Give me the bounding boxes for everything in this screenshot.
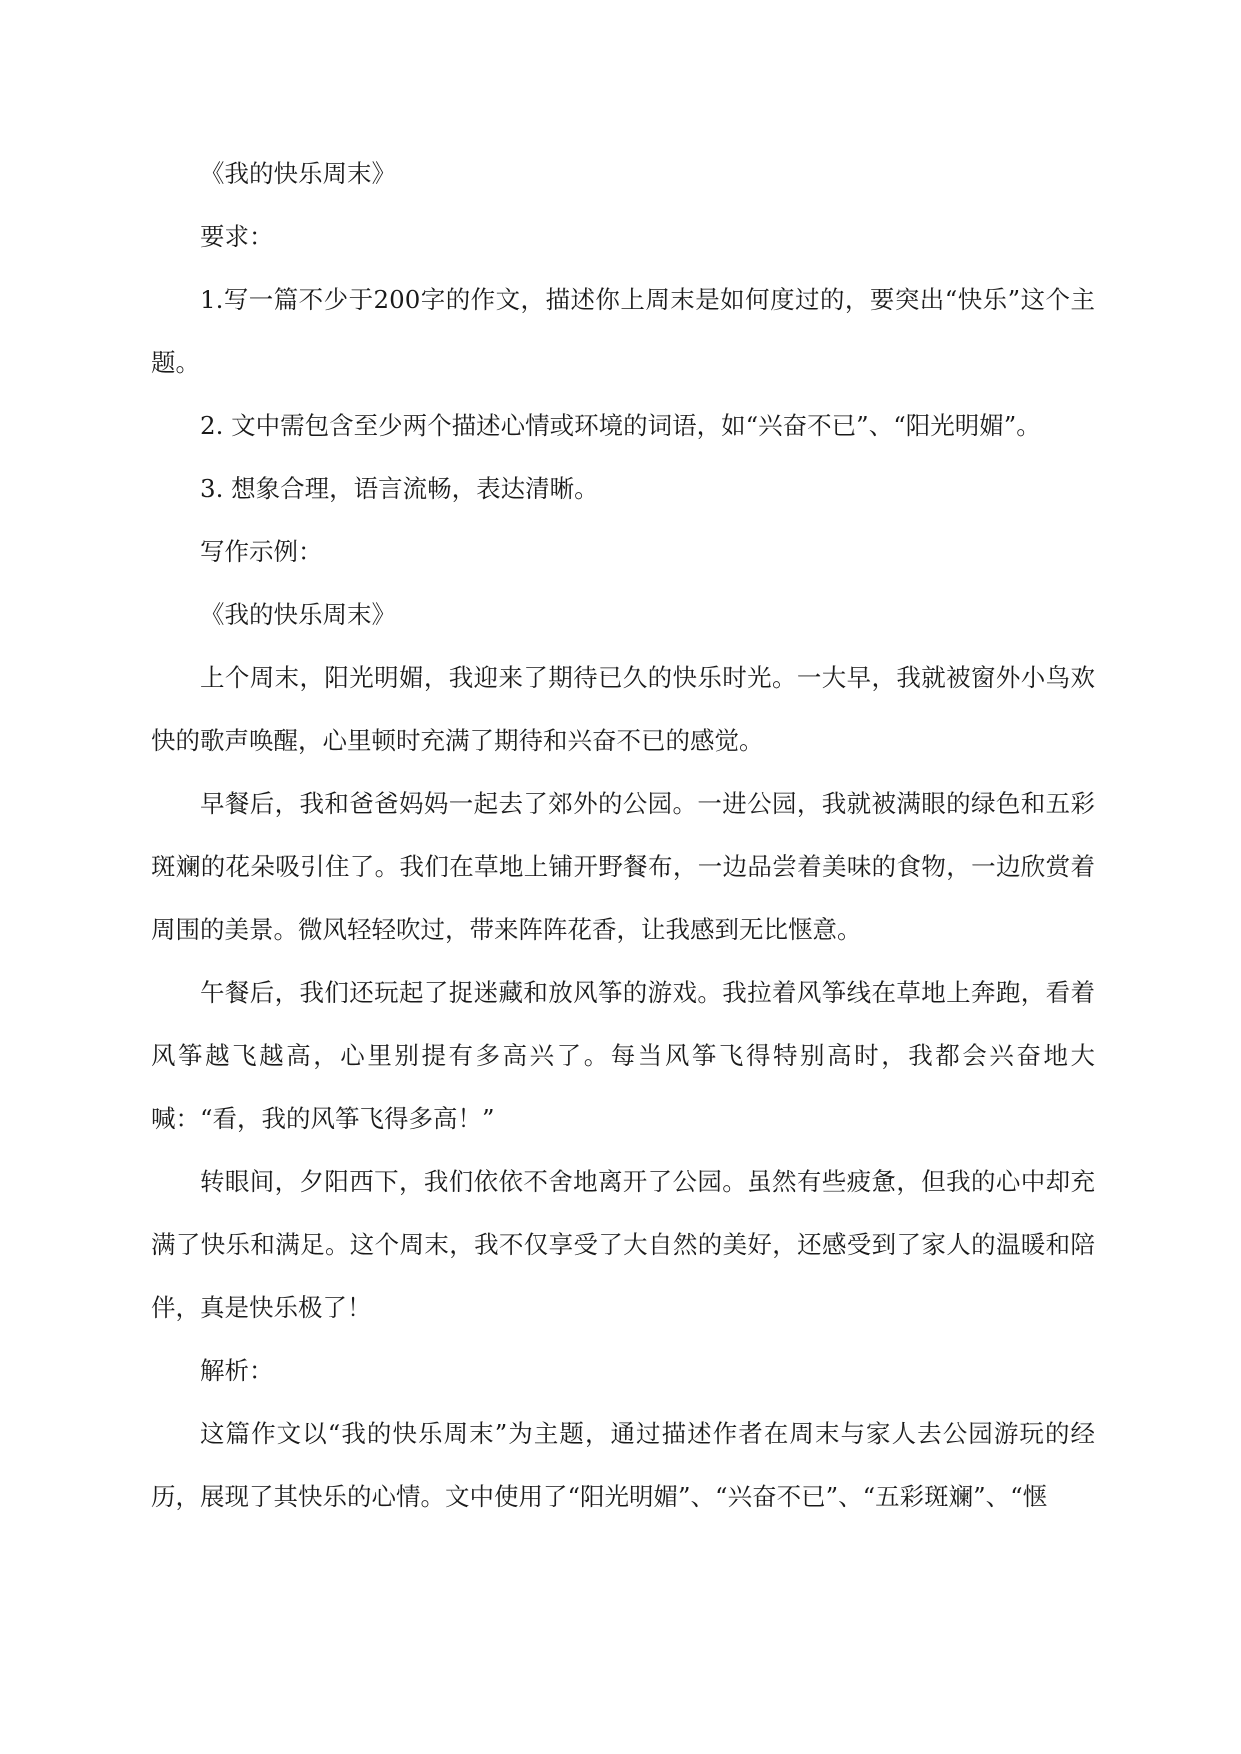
analysis-label: 解析： bbox=[200, 1356, 274, 1385]
example-label: 写作示例： bbox=[200, 537, 323, 566]
analysis-paragraph-1: 这篇作文以“我的快乐周末”为主题，通过描述作者在周末与家人去公园游玩的经历，展现了其快乐的心情。文中使用了“阳光明媚”、“兴奋不已”、“五彩斑斓”、“惬 bbox=[151, 1419, 1095, 1511]
requirements-label: 要求： bbox=[200, 222, 274, 251]
example-paragraph-3: 午餐后，我们还玩起了捉迷藏和放风筝的游戏。我拉着风筝线在草地上奔跑，看着风筝越飞越高，心里别提有多高兴了。每当风筝飞得特别高时，我都会兴奋地大喊：“看，我的风筝飞得多高！” bbox=[151, 978, 1095, 1133]
example-paragraph-2: 早餐后，我和爸爸妈妈一起去了郊外的公园。一进公园，我就被满眼的绿色和五彩斑斓的花朵吸引住了。我们在草地上铺开野餐布，一边品尝着美味的食物，一边欣赏着周围的美景。微风轻轻吹过，带来阵阵花香，让我感到无比惬意。 bbox=[151, 789, 1095, 944]
example-paragraph-1: 上个周末，阳光明媚，我迎来了期待已久的快乐时光。一大早，我就被窗外小鸟欢快的歌声唤醒，心里顿时充满了期待和兴奋不已的感觉。 bbox=[151, 663, 1095, 755]
example-title: 《我的快乐周末》 bbox=[200, 600, 396, 629]
document-body bbox=[151, 142, 1095, 1528]
requirement-item-3: 3. 想象合理，语言流畅，表达清晰。 bbox=[200, 474, 599, 503]
example-paragraph-4: 转眼间，夕阳西下，我们依依不舍地离开了公园。虽然有些疲惫，但我的心中却充满了快乐和满足。这个周末，我不仅享受了大自然的美好，还感受到了家人的温暖和陪伴，真是快乐极了！ bbox=[151, 1167, 1095, 1322]
assignment-title: 《我的快乐周末》 bbox=[200, 159, 396, 188]
requirement-item-2: 2. 文中需包含至少两个描述心情或环境的词语，如“兴奋不已”、“阳光明媚”。 bbox=[200, 411, 1041, 440]
requirement-item-1: 1.写一篇不少于200字的作文，描述你上周末是如何度过的，要突出“快乐”这个主题。 bbox=[151, 285, 1095, 377]
